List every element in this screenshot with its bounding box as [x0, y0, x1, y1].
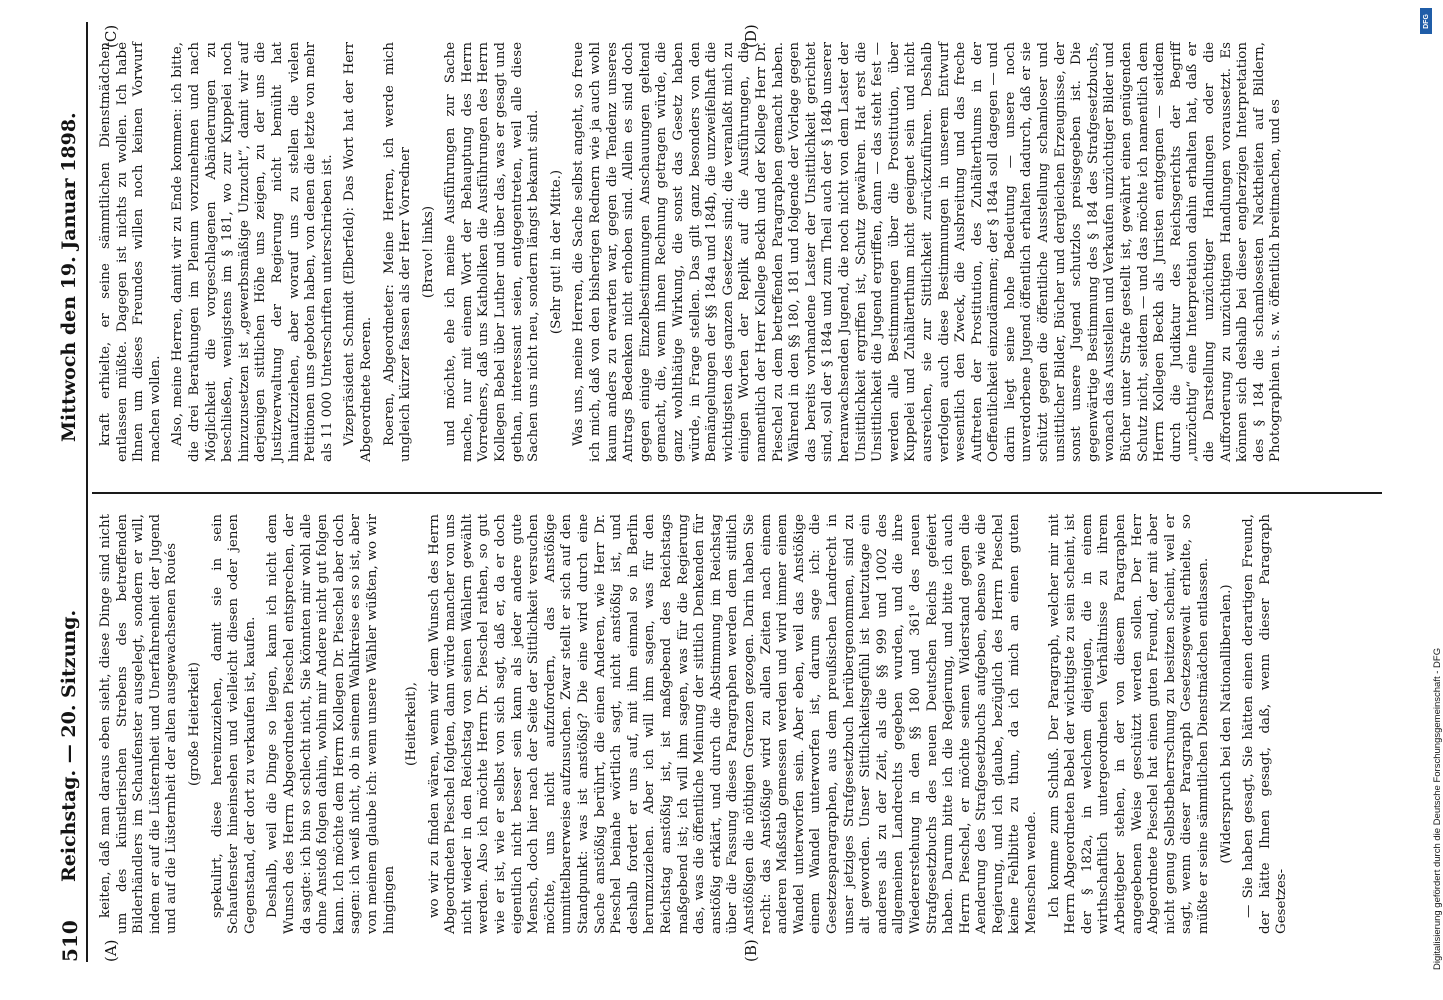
paragraph: keiten, daß man daraus eben sieht, diese Dinge sind nicht um des künstlerischen Strebens des betreffenden Bilderhändlers im Schaufenster ausgelegt, sondern er will, indem er auf die Lüsternheit und Unerfahrenheit der Jugend und auf die Lüsternheit der alten ausgewachsenen Roués [98, 514, 180, 934]
header-right-title: Mittwoch den 19. Januar 1898. [58, 112, 80, 442]
paragraph: spekulirt, diese hereinzuziehen, damit sie in sein Schaufenster hineinsehen und vielleicht diesen oder jenen Gegenstand, der dort zu verkaufen ist, kaufen. [209, 514, 258, 934]
right-column [98, 42, 1398, 462]
paragraph: Vizepräsident Schmidt (Elberfeld): Das Wort hat der Herr Abgeordnete Roeren. [342, 42, 374, 462]
margin-marker-d: (D) [742, 24, 760, 48]
left-column [98, 514, 1398, 934]
paragraph: Roeren, Abgeordneter: Meine Herren, ich werde mich ungleich kürzer fassen als der Herr Vorredner [381, 42, 414, 462]
margin-marker-c: (C) [102, 24, 120, 48]
rotated-newspaper-page [52, 22, 1402, 962]
paragraph: kraft erhielte, er seine sämmtlichen Dienstmädchen entlassen müßte. Dagegen ist nichts zu wollen. Ich habe Ihnen um dieses Freundes willen noch keinen Vorwurf machen wollen. [98, 42, 163, 462]
interjection: (große Heiterkeit) [186, 662, 202, 786]
paragraph: Was uns, meine Herren, die Sache selbst angeht, so freue ich mich, daß von den bisherigen Rednern wie ja auch wohl kaum anders zu erwarten war, gegen die Tendenz unseres Antrags Bedenken nicht erhoben sind. Allein es sind doch gegen einige Einzelbestimmungen Anschauungen geltend gemacht, die, wenn ihnen Rechnung getragen würde, die ganz wohlthätige Wirkung, die sonst das Gesetz haben würde, in Frage stellen. Das gilt ganz besonders von den Bemängelungen der §§ 184a und 184b, die unzweifelhaft die wichtigsten des ganzen Gesetzes sind; die veranlaßt mich zu einigen Worten der Replik auf die Ausführungen, die namentlich der Herr Kollege Beckh und der Kollege Herr Dr. Pieschel zu dem betreffenden Paragraphen gemacht haben. Während in den §§ 180, 181 und folgende der Vorlage gegen das bereits vorhandene Laster der Unsittlichkeit gerichtet sind, soll der § 184a und zum Theil auch der § 184b unserer heranwachsenden Jugend, die noch nicht von dem Laster der Unsittlichkeit ergriffen ist, Schutz gewähren. Hat erst die Unsittlichkeit die Jugend ergriffen, dann — das steht fest — werden alle Bestimmungen über die Prostitution, über Kuppelei und Zuhälterthum nicht geeignet sein und nicht ausreichen, sie zur Sittlichkeit zurückzuführen. Deshalb verfolgen auch diese Bestimmungen in unserem Entwurf wesentlich den Zweck, die Ausbreitung und das freche Auftreten der Prostitution, des Zuhälterthums in der Oeffentlichkeit einzudämmen; der § 184a soll dagegen — und darin liegt seine hohe Bedeutung — unsere noch unverdorbene Jugend öffentlich erhalten dadurch, daß er sie schützt gegen die öffentliche Ausstellung schamloser und unsittlicher Bilder, Bücher und dergleichen Erzeugnisse, der sonst unsere Jugend schutzlos preisgegeben ist. Die gegenwärtige Bestimmung des § 184 des Strafgesetzbuchs, wonach das Ausstellen und Verkaufen unzüchtiger Bilder und Bücher unter Strafe gestellt ist, gewährt einen genügenden Schutz nicht, seitdem — und das möchte ich namentlich dem Herrn Kollegen Beckh als Juristen entgegnen — seitdem durch die Judikatur des Reichsgerichts der Begriff „unzüchtig“ eine Interpretation dahin erhalten hat, daß er die Darstellung unzüchtiger Handlungen oder die Aufforderung zu unzüchtigen Handlungen voraussetzt. Es können sich deshalb bei dieser engherzigen Interpretation des § 184 die schamlosesten Nacktheiten auf Bildern, Photographien u. s. w. öffentlich breitmachen, und es [571, 42, 1284, 462]
interjection: (Bravo! links) [420, 205, 436, 299]
paragraph: Deshalb, weil die Dinge so liegen, kann ich nicht dem Wunsch des Herrn Abgeordneten Pieschel entsprechen, der da sagte: ich bin so schlecht nicht, Sie könnten mir wohl alle ohne Anstoß folgen dahin, wohin mir Andere nicht gut folgen kann. Ich möchte dem Herrn Kollegen Dr. Pieschel aber doch sagen: ich weiß nicht, ob in seinem Wahlkreise es so ist, aber von meinem glaube ich: wenn unsere Wähler wüßten, wo wir hingingen [265, 514, 397, 934]
paragraph: wo wir zu finden wären, wenn wir dem Wunsch des Herrn Abgeordneten Pieschel folgten, dann würde mancher von uns nicht wieder in den Reichstag von seinen Wählern gewählt werden. Also ich möchte Herrn Dr. Pieschel rathen, so gut wie er ist, wie er selbst von sich sagt, daß er, da er doch eigentlich nicht besser sein kann als jeder andere gute Mensch, doch hier nach der Seite der Sittlichkeit versuchen möchte, uns nicht aufzufordern, das Anstößige unmittelbarerweise aufzusuchen. Zwar stellt er sich auf den Standpunkt: was ist anstößig? Die eine wird durch eine Sache anstößig berührt, die einen Anderen, wie Herr Dr. Pieschel beinahe wörtlich sagt, nicht anstößig ist, und deshalb fordert er uns auf, mit ihm einmal so in Berlin herumzuziehen. Aber ich will ihm sagen, was für den Reichstag anstößig ist, ist maßgebend des Reichstags maßgebend ist; ich will ihm sagen, was für die Regierung das, was die öffentliche Meinung der sittlich Denkenden für anstößig erklärt, und durch die Abstimmung im Reichstag über die Fassung dieses Paragraphen werden dem sittlich Anstößigen die nöthigen Grenzen gezogen. Darin haben Sie recht: das Anstößige wird zu allen Zeiten nach einem anderen Maßstab gemessen werden und wird immer einem Wandel unterworfen sein. Aber eben, weil das Anstößige einem Wandel unterworfen ist, darum sage ich: die Gesetzesparagraphen, aus dem preußischen Landrecht in unser jetziges Strafgesetzbuch herübergenommen, sind zu alt geworden. Unser Sittlichkeitsgefühl ist heutzutage ein anderes als zu der Zeit, als die §§ 999 und 1002 des allgemeinen Landrechts gegeben wurden, und die ihre Wiedererstehung in den §§ 180 und 361⁶ des neuen Strafgesetzbuchs des neuen Deutschen Reichs gefeiert haben. Darum bitte ich die Regierung, und bitte ich auch Herrn Pieschel, er möchte seinen Widerstand gegen die Aenderung des Strafgesetzbuchs aufgeben, ebenso wie die Regierung, und ich glaube, bezüglich des Herrn Pieschel keine Fehlbitte zu thun, da ich mich an einen guten Menschen wende. [426, 514, 1040, 934]
page-number: 510 [58, 920, 82, 962]
paragraph: Ich komme zum Schluß. Der Paragraph, welcher mir mit Herrn Abgeordneten Bebel der wichtigste zu sein scheint, ist der § 182a, in welchem diejenigen, die in einem wirthschaftlich untergeordneten Verhältnisse zu ihrem Arbeitgeber stehen, in der von diesem Paragraphen angegebenen Weise geschützt werden sollen. Der Herr Abgeordnete Pieschel hat einen guten Freund, der mit aber nicht genug Selbstbeherrschung zu besitzen scheint, weil er sagt, wenn dieser Paragraph Gesetzesgewalt erhielte, so müßte er seine sämmtlichen Dienstmädchen entlassen. [1046, 514, 1211, 934]
dfg-logo-text: DFG [1422, 13, 1430, 29]
paragraph: — Sie haben gesagt, Sie hätten einen derartigen Freund, der hätte Ihnen gesagt, daß, wenn dieser Paragraph Gesetzes- [1241, 514, 1290, 934]
column-divider [92, 493, 1382, 495]
paragraph: und möchte, ehe ich meine Ausführungen zur Sache mache, nur mit einem Wort der Behauptung des Herrn Vorredners, daß uns Katholiken die Ausführungen des Herrn Kollegen Bebel über Luther und über das, was er gesagt und gethan, interessant seien, entgegentreten, weil alle diese Sachen uns nicht neu, sondern längst bekannt sind. [443, 42, 542, 462]
margin-marker-a: (A) [102, 939, 120, 962]
page-header [52, 22, 88, 962]
digitization-note-text: Digitalisierung gefördert durch die Deutsche Forschungsgemeinschaft - DFG [1432, 647, 1443, 970]
margin-marker-b: (B) [742, 939, 760, 962]
interjection: (Heiterkeit), [404, 682, 420, 766]
digitization-note [1418, 20, 1443, 980]
paragraph: Also, meine Herren, damit wir zu Ende kommen: ich bitte, die drei Berathungen im Plenum vorzunehmen und nach Möglichkeit die vorgeschlagenen Abänderungen zu beschließen, wenigstens im § 181, wo zur Kuppelei noch hinzuzusetzen ist „gewerbsmäßige Unzucht“, damit wir auf derjenigen sittlichen Höhe uns zeigen, zu der uns die Justizverwaltung der Regierung nicht bemüht hat hinaufzuziehen, aber worauf uns zu stellen die vielen Petitionen uns geboten haben, von denen die letzte von mehr als 11 000 Unterschriften unterschrieben ist. [170, 42, 335, 462]
interjection: (Widerspruch bei den Nationalliberalen.) [1218, 584, 1234, 864]
header-left-title: Reichstag. — 20. Sitzung. [58, 609, 80, 882]
interjection: (Sehr gut! in der Mitte.) [548, 169, 564, 335]
